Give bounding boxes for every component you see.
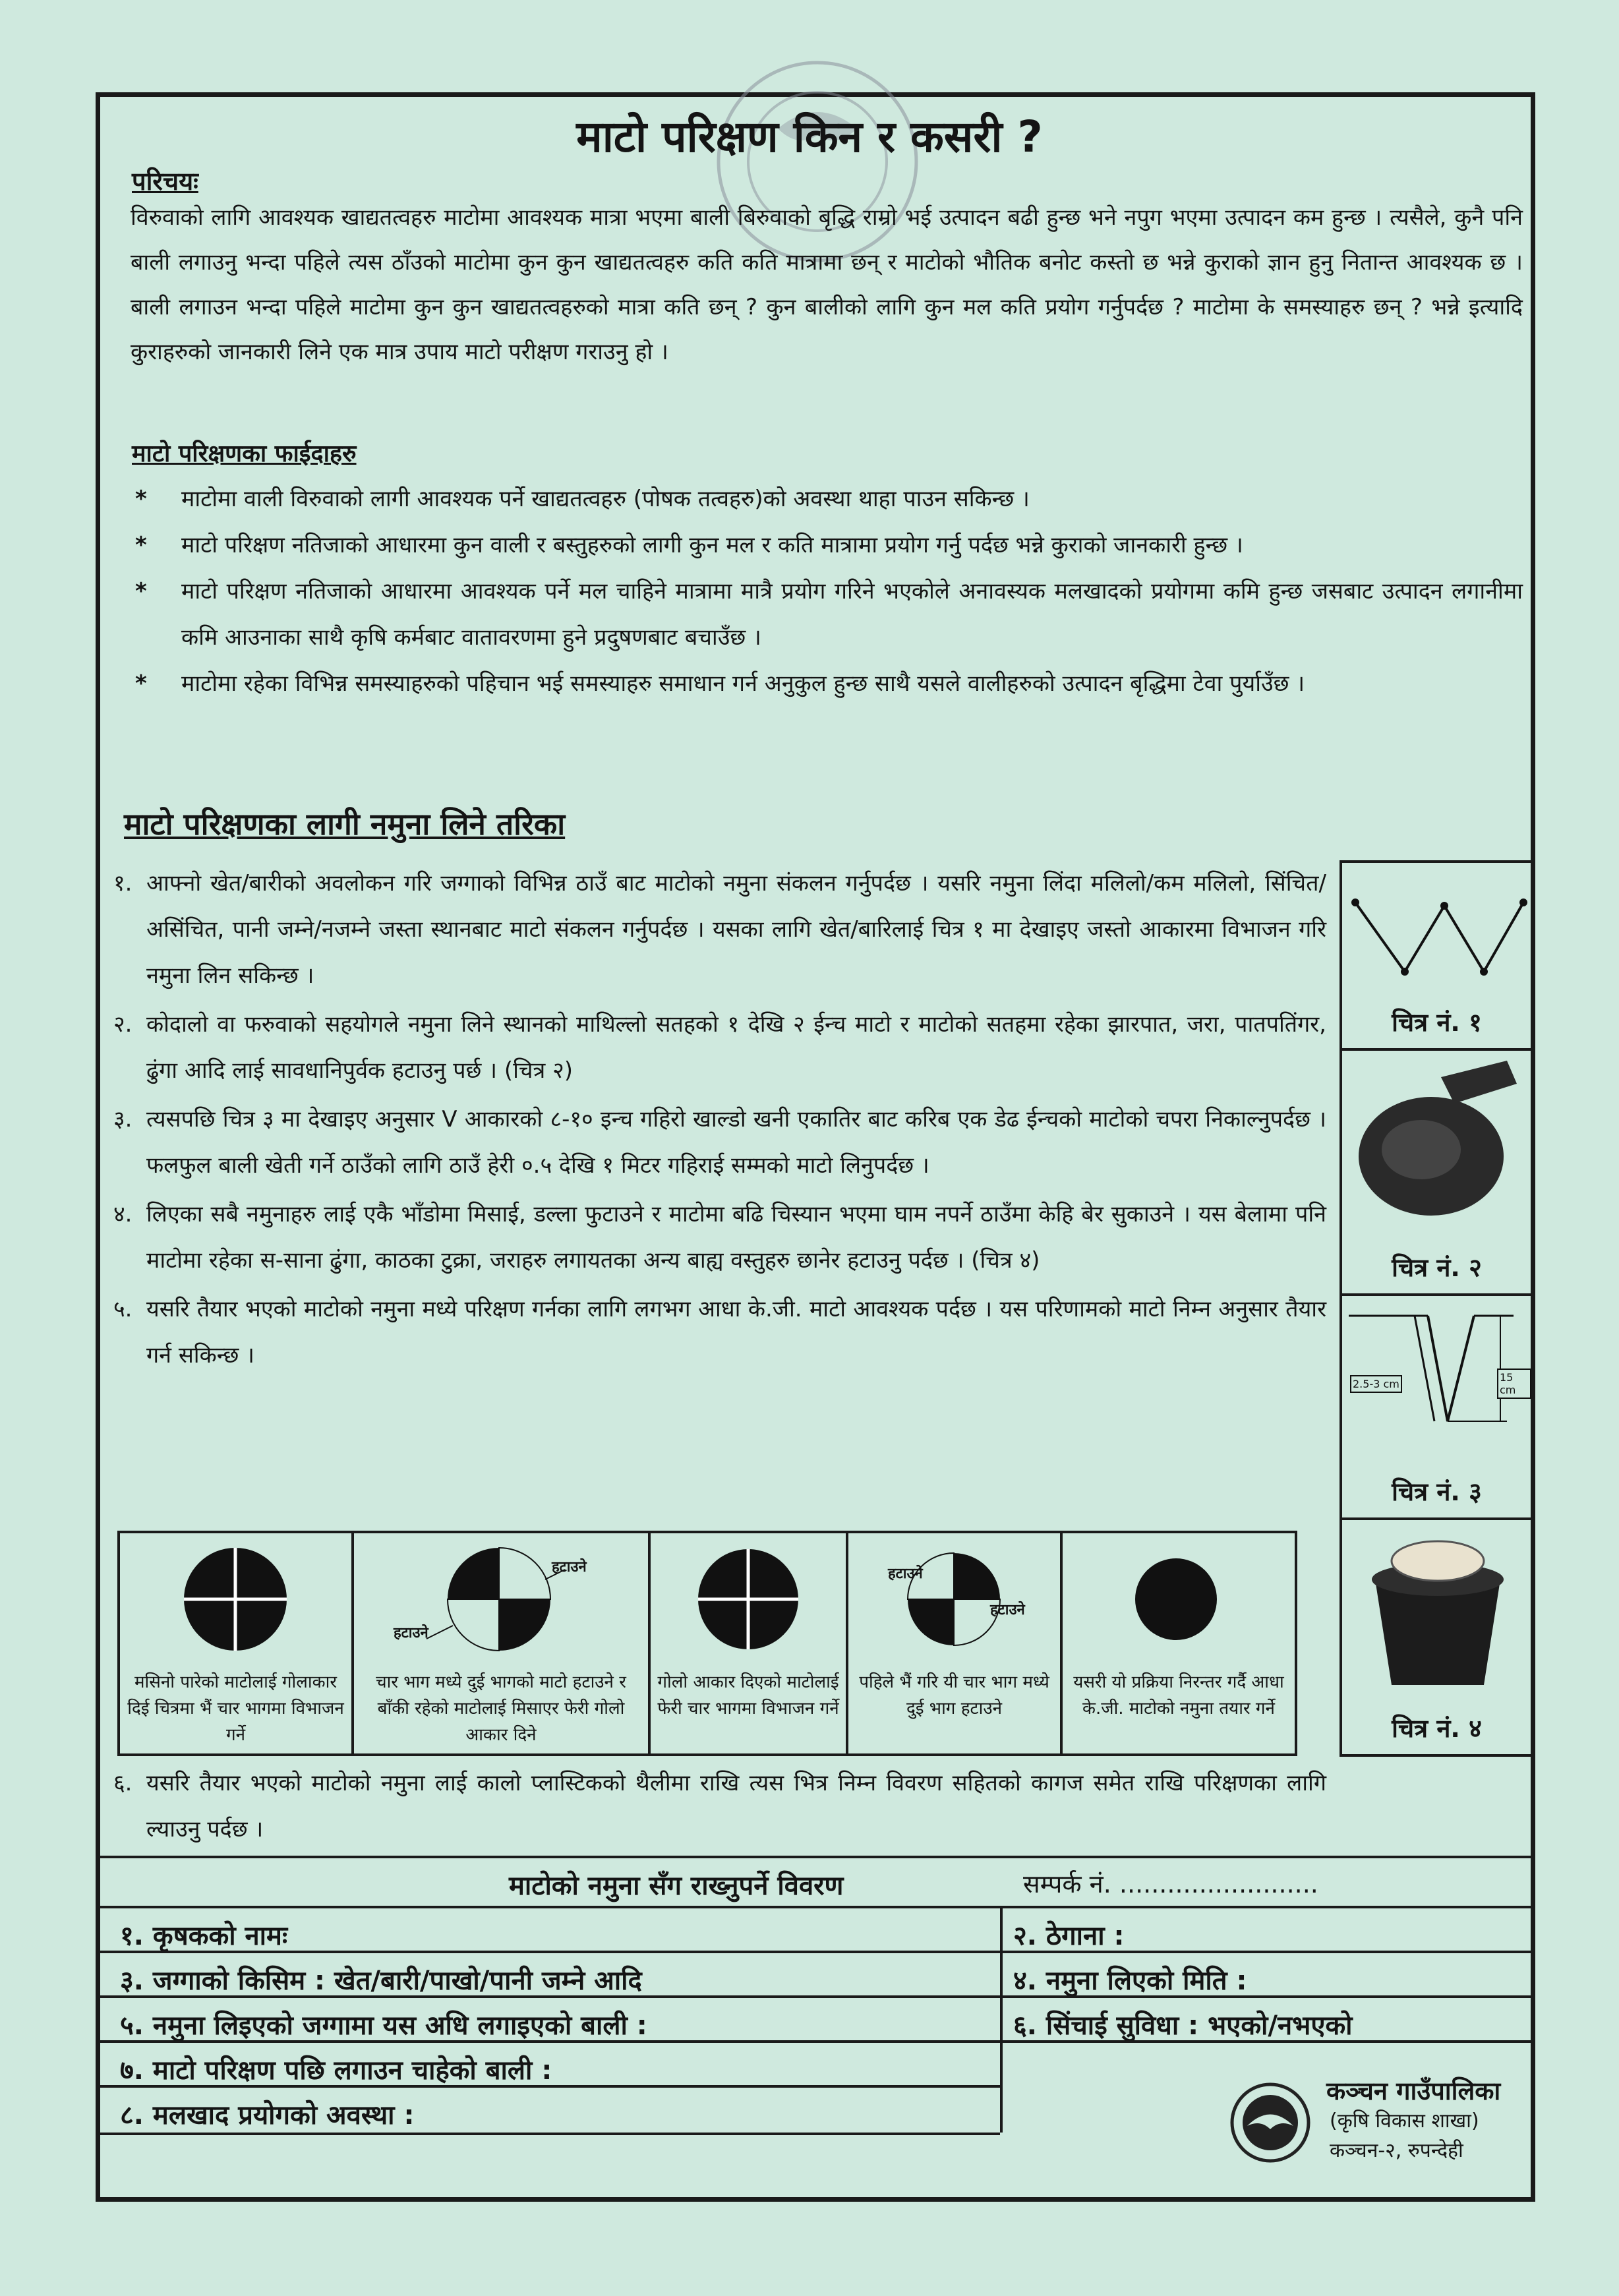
benefit-item: * माटो परिक्षण नतिजाको आधारमा कुन वाली र बस्तुहरुको लागी कुन मल र कति मात्रामा प्रयोग गर्नु पर्दछ भन्ने कुराको जानकारी हुन्छ । xyxy=(135,522,1523,568)
figure-1: चित्र नं. १ xyxy=(1342,863,1531,1051)
benefit-item: * माटो परिक्षण नतिजाको आधारमा आवश्यक पर्ने मल चाहिने मात्रामा मात्रै प्रयोग गरिने भएकोले अनावस्यक मलखादको प्रयोगमा कमि हुन्छ जसबाट उत्पादन लगानीमा कमि आउनाका साथै कृषि कर्मबाट वातावरणमा हुने प्रदुषणबाट बचाउँछ । xyxy=(135,568,1523,661)
circle-half-removed-icon xyxy=(848,1533,1060,1665)
method-steps xyxy=(113,860,1326,1378)
sample-date-field[interactable]: ४. नमुना लिएको मिति : xyxy=(1013,1966,1247,1996)
remove-label: हटाउने xyxy=(394,1625,428,1641)
intro-heading: परिचयः xyxy=(132,167,198,196)
circle-half-removed-icon xyxy=(354,1533,648,1665)
zigzag-sampling-icon xyxy=(1342,863,1531,1008)
benefits-heading: माटो परिक्षणका फाईदाहरु xyxy=(132,440,357,467)
method-heading: माटो परिक्षणका लागी नमुना लिने तरिका xyxy=(124,806,566,842)
method-step-6: ६. यसरि तैयार भएको माटोको नमुना लाई कालो प्लास्टिकको थैलीमा राखि त्यस भित्र निम्न विवरण सहितको कागज समेत राखि परिक्षणका लागि ल्याउनु पर्दछ । xyxy=(113,1770,1326,1842)
land-type-field[interactable]: ३. जग्गाको किसिम : खेत/बारी/पाखो/पानी जम्ने आदि xyxy=(120,1966,642,1996)
farmer-name-field[interactable]: १. कृषकको नामः xyxy=(120,1921,288,1951)
figure-column xyxy=(1339,860,1534,1757)
circle-quartered-icon xyxy=(120,1533,351,1665)
page-title: माटो परिक्षण किन र कसरी ? xyxy=(576,111,1043,162)
method-step: ४. लिएका सबै नमुनाहरु लाई एकै भाँडोमा मिसाई, डल्ला फुटाउने र माटोमा बढि चिस्यान भएमा घाम नपर्ने ठाउँमा केहि बेर सुकाउने । यस बेलामा पनि माटोमा रहेका स-साना ढुंगा, काठका टुक्रा, जराहरु लगायतका अन्य बाह्य वस्तुहरु छानेर हटाउनु पर्दछ । (चित्र ४) xyxy=(113,1201,1326,1274)
benefit-item: * माटोमा रहेका विभिन्न समस्याहरुको पहिचान भई समस्याहरु समाधान गर्न अनुकुल हुन्छ साथै यसले वालीहरुको उत्पादन बृद्धिमा टेवा पुर्याउँछ । xyxy=(135,661,1523,707)
remove-label: हटाउने xyxy=(552,1559,587,1575)
figure-4: चित्र नं. ४ xyxy=(1342,1520,1531,1754)
quarter-step-1: मसिनो पारेको माटोलाई गोलाकार दिई चित्रमा भैं चार भागमा विभाजन गर्ने xyxy=(120,1533,354,1753)
benefit-item: * माटोमा वाली विरुवाको लागी आवश्यक पर्ने खाद्यतत्वहरु (पोषक तत्वहरु)को अवस्था थाहा पाउन सकिन्छ । xyxy=(135,476,1523,522)
figure-2: चित्र नं. २ xyxy=(1342,1051,1531,1296)
bullet-star: * xyxy=(135,670,147,697)
form-heading: माटोको नमुना सँग राख्नुपर्ने विवरण xyxy=(509,1871,844,1901)
figure-3: 2.5-3 cm 15 cm चित्र नं. ३ xyxy=(1342,1296,1531,1520)
address-field[interactable]: २. ठेगाना : xyxy=(1013,1921,1125,1951)
quarter-step-5: यसरी यो प्रक्रिया निरन्तर गर्दै आधा के.जी. माटोको नमुना तयार गर्ने xyxy=(1063,1533,1295,1753)
benefits-list xyxy=(135,476,1523,707)
municipality-logo-icon xyxy=(1227,2080,1313,2165)
remove-label: हटाउने xyxy=(888,1566,923,1582)
fertilizer-use-field[interactable]: ८. मलखाद प्रयोगको अवस्था : xyxy=(120,2100,415,2131)
bullet-star: * xyxy=(135,578,147,604)
form-rule xyxy=(100,1995,1531,1998)
circle-quartered-icon xyxy=(651,1533,846,1665)
method-step: ५. यसरि तैयार भएको माटोको नमुना मध्ये परिक्षण गर्नका लागि लगभग आधा के.जी. माटो आवश्यक पर्दछ । यस परिणामको माटो निम्न अनुसार तैयार गर्न सकिन्छ । xyxy=(113,1296,1326,1369)
contact-number-field[interactable]: सम्पर्क नं. ......................... xyxy=(1023,1869,1318,1899)
office-name: कञ्चन गाउँपालिका xyxy=(1326,2076,1501,2105)
bullet-star: * xyxy=(135,486,147,512)
previous-crop-field[interactable]: ५. नमुना लिइएको जग्गामा यस अधि लगाइएको बाली : xyxy=(120,2011,647,2041)
quarter-step-4: हटाउने हटाउने पहिले भैं गरि यी चार भाग मध्ये दुई भाग हटाउने xyxy=(848,1533,1063,1753)
circle-whole-icon xyxy=(1063,1533,1292,1665)
bucket-icon xyxy=(1342,1520,1531,1698)
office-branch: (कृषि विकास शाखा) xyxy=(1330,2109,1479,2133)
form-divider xyxy=(1000,1906,1003,2133)
office-address: कञ्चन-२, रुपन्देही xyxy=(1330,2139,1463,2162)
form-rule xyxy=(1000,2040,1531,2043)
sample-details-form xyxy=(100,1856,1531,2165)
planned-crop-field[interactable]: ७. माटो परिक्षण पछि लगाउन चाहेको बाली : xyxy=(120,2055,552,2086)
quarter-step-2: हटाउने हटाउने चार भाग मध्ये दुई भागको माटो हटाउने र बाँकी रहेको माटोलाई मिसाएर फेरी गोलो आकार दिने xyxy=(354,1533,651,1753)
method-step: १. आफ्नो खेत/बारीको अवलोकन गरि जग्गाको विभिन्न ठाउँ बाट माटोको नमुना संकलन गर्नुपर्दछ । यसरि नमुना लिंदा मलिलो/कम मलिलो, सिंचित/असिंचित, पानी जम्ने/नजम्ने जस्ता स्थानबाट माटो संकलन गर्नुपर्दछ । यसका लागि खेत/बारिलाई चित्र १ मा देखाइए जस्तो आकारमा विभाजन गरि नमुना लिन सकिन्छ । xyxy=(113,870,1326,989)
method-step: २. कोदालो वा फरुवाको सहयोगले नमुना लिने स्थानको माथिल्लो सतहको १ देखि २ ईन्च माटो र माटोको सतहमा रहेका झारपात, जरा, पातपतिंगर, ढुंगा आदि लाई सावधानिपुर्वक हटाउनु पर्छ । (चित्र २) xyxy=(113,1011,1326,1084)
intro-text: विरुवाको लागि आवश्यक खाद्यतत्वहरु माटोमा आवश्यक मात्रा भएमा बाली बिरुवाको बृद्धि राम्रो भई उत्पादन बढी हुन्छ भने नपुग भएमा उत्पादन कम हुन्छ । त्यसैले, कुनै पनि बाली लगाउनु भन्दा पहिले त्यस ठाँउको माटोमा कुन कुन खाद्यतत्वहरु कति कति मात्रामा छन् र माटोको भौतिक बनोट कस्तो छ भन्ने कुराको ज्ञान हुनु नितान्त आवश्यक छ । बाली लगाउन भन्दा पहिले माटोमा कुन कुन खाद्यतत्वहरुको मात्रा कति छन् ? कुन बालीको लागि कुन मल कति प्रयोग गर्नुपर्दछ ? माटोमा के समस्याहरु छन् ? भन्ने इत्यादि कुराहरुको जानकारी लिने एक मात्र उपाय माटो परीक्षण गराउनु हो । xyxy=(131,204,1523,365)
remove-label: हटाउने xyxy=(990,1602,1025,1618)
method-step: ३. त्यसपछि चित्र ३ मा देखाइए अनुसार V आकारको ८-१० इन्च गहिरो खाल्डो खनी एकातिर बाट करिब एक डेढ ईन्चको माटोको चपरा निकाल्नुपर्दछ । फलफुल बाली खेती गर्ने ठाउँको लागि ठाउँ हेरी ०.५ देखि १ मिटर गहिराई सम्मको माटो लिनुपर्दछ । xyxy=(113,1106,1326,1179)
bullet-star: * xyxy=(135,532,147,558)
quarter-step-3: गोलो आकार दिएको माटोलाई फेरी चार भागमा विभाजन गर्ने xyxy=(651,1533,848,1753)
spade-soil-icon xyxy=(1342,1051,1531,1242)
quartering-table xyxy=(117,1531,1297,1756)
irrigation-field[interactable]: ६. सिंचाई सुविधा : भएको/नभएको xyxy=(1013,2011,1353,2041)
